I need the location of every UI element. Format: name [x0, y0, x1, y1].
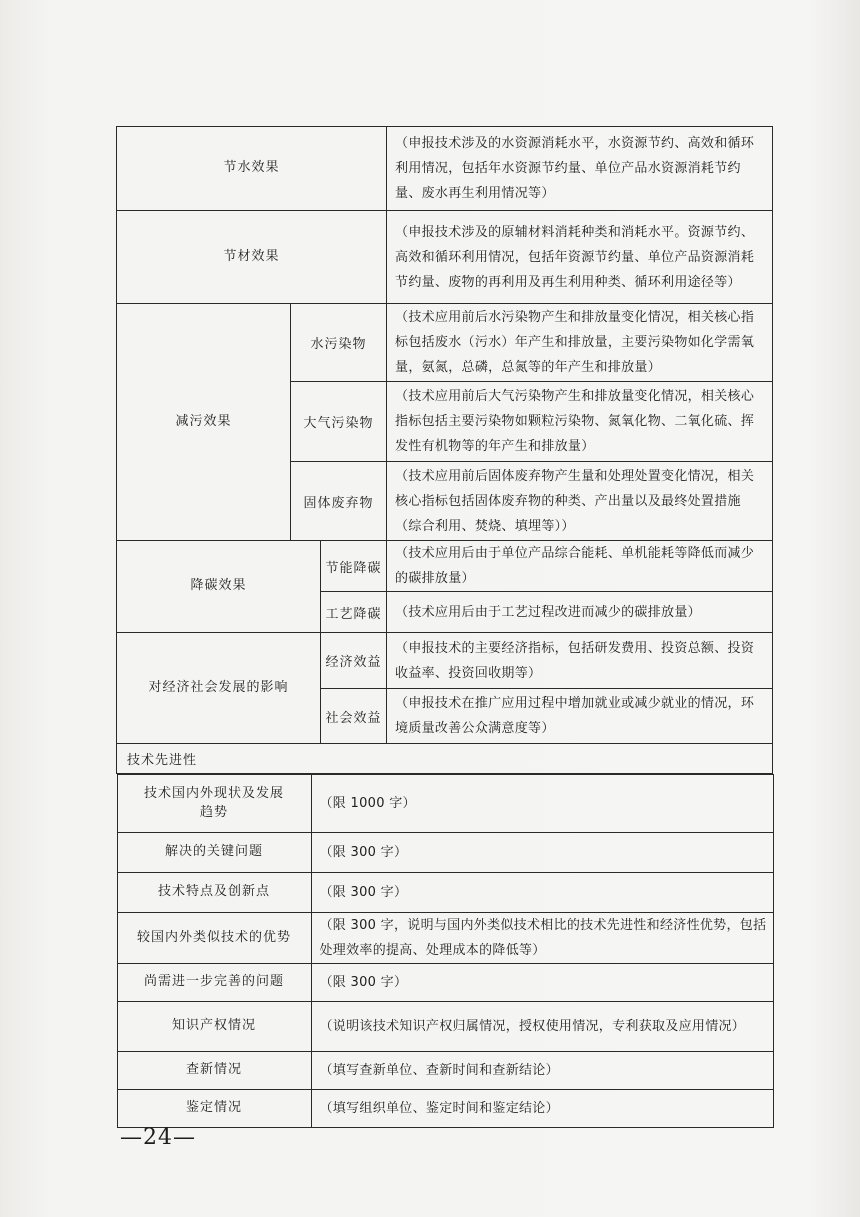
carbon-process-label: 工艺降碳 — [321, 592, 387, 633]
row-material-saving — [117, 211, 773, 304]
pollution-water-description: （技术应用前后水污染物产生和排放量变化情况，相关核心指标包括废水（污水）年产生和排放量，主要污染物如化学需氧量，氨氮，总磷，总氮等的年产生和排放量） — [387, 304, 773, 382]
advancement-row — [117, 873, 773, 913]
advancement-description: （限 300 字） — [311, 833, 773, 873]
advancement-label: 技术特点及创新点 — [117, 873, 311, 913]
advancement-description: （限 300 字） — [311, 873, 773, 913]
advancement-label: 知识产权情况 — [117, 1002, 311, 1052]
advancement-row — [117, 775, 773, 833]
advancement-label: 技术国内外现状及发展趋势 — [117, 775, 311, 833]
pollution-air-description: （技术应用前后大气污染物产生和排放量变化情况，相关核心指标包括主要污染物如颗粒污染物、氮氧化物、二氧化硫、挥发性有机物等的年产生和排放量） — [387, 382, 773, 462]
advancement-row — [117, 1090, 773, 1128]
advancement-label: 解决的关键问题 — [117, 833, 311, 873]
carbon-process-description: （技术应用后由于工艺过程改进而减少的碳排放量） — [387, 592, 773, 633]
row-pollution-water — [117, 304, 773, 382]
material-saving-label: 节材效果 — [117, 211, 387, 304]
advancement-label: 鉴定情况 — [117, 1090, 311, 1128]
advancement-row — [117, 833, 773, 873]
advancement-label: 尚需进一步完善的问题 — [117, 964, 311, 1002]
advancement-row — [117, 1052, 773, 1090]
advancement-description: （说明该技术知识产权归属情况，授权使用情况，专利获取及应用情况） — [311, 1002, 773, 1052]
pollution-water-label: 水污染物 — [291, 304, 387, 382]
material-saving-description: （申报技术涉及的原辅材料消耗种类和消耗水平。资源节约、高效和循环利用情况，包括年资源节约量、单位产品资源消耗节约量、废物的再利用及再生利用种类、循环利用途径等） — [387, 211, 773, 304]
advancement-block — [117, 774, 773, 1129]
pollution-solid-label: 固体废弃物 — [291, 462, 387, 541]
advancement-description: （限 300 字） — [311, 964, 773, 1002]
social-benefit-description: （申报技术在推广应用过程中增加就业或减少就业的情况，环境质量改善公众满意度等） — [387, 689, 773, 744]
pollution-solid-description: （技术应用前后固体废弃物产生量和处理处置变化情况，相关核心指标包括固体废弃物的种类、产出量以及最终处置措施（综合利用、焚烧、填埋等）） — [387, 462, 773, 541]
row-advancement-block — [117, 774, 773, 1129]
row-carbon-energy — [117, 541, 773, 592]
row-water-saving — [117, 127, 773, 211]
socioeconomic-label: 对经济社会发展的影响 — [117, 633, 321, 744]
economic-benefit-label: 经济效益 — [321, 633, 387, 689]
advancement-table — [117, 774, 774, 1128]
advancement-description: （限 1000 字） — [311, 775, 773, 833]
advancement-description: （限 300 字，说明与国内外类似技术相比的技术先进性和经济性优势，包括处理效率的提高、处理成本的降低等） — [311, 913, 773, 964]
advancement-label: 较国内外类似技术的优势 — [117, 913, 311, 964]
advancement-label: 查新情况 — [117, 1052, 311, 1090]
pollution-air-label: 大气污染物 — [291, 382, 387, 462]
water-saving-description: （申报技术涉及的水资源消耗水平，水资源节约、高效和循环利用情况，包括年水资源节约量、单位产品水资源消耗节约量、废水再生利用情况等） — [387, 127, 773, 211]
advancement-description: （填写组织单位、鉴定时间和鉴定结论） — [311, 1090, 773, 1128]
economic-benefit-description: （申报技术的主要经济指标，包括研发费用、投资总额、投资收益率、投资回收期等） — [387, 633, 773, 689]
page-number: —24— — [120, 1125, 196, 1150]
advancement-row — [117, 913, 773, 964]
water-saving-label: 节水效果 — [117, 127, 387, 211]
carbon-energy-label: 节能降碳 — [321, 541, 387, 592]
advancement-description: （填写查新单位、查新时间和查新结论） — [311, 1052, 773, 1090]
advancement-row — [117, 1002, 773, 1052]
carbon-energy-description: （技术应用后由于单位产品综合能耗、单机能耗等降低而减少的碳排放量） — [387, 541, 773, 592]
pollution-reduction-label: 减污效果 — [117, 304, 291, 541]
evaluation-table — [116, 126, 773, 1128]
row-advancement-title — [117, 744, 773, 774]
social-benefit-label: 社会效益 — [321, 689, 387, 744]
advancement-section-title: 技术先进性 — [117, 744, 773, 774]
advancement-row — [117, 964, 773, 1002]
row-economic-benefit — [117, 633, 773, 689]
carbon-reduction-label: 降碳效果 — [117, 541, 321, 633]
